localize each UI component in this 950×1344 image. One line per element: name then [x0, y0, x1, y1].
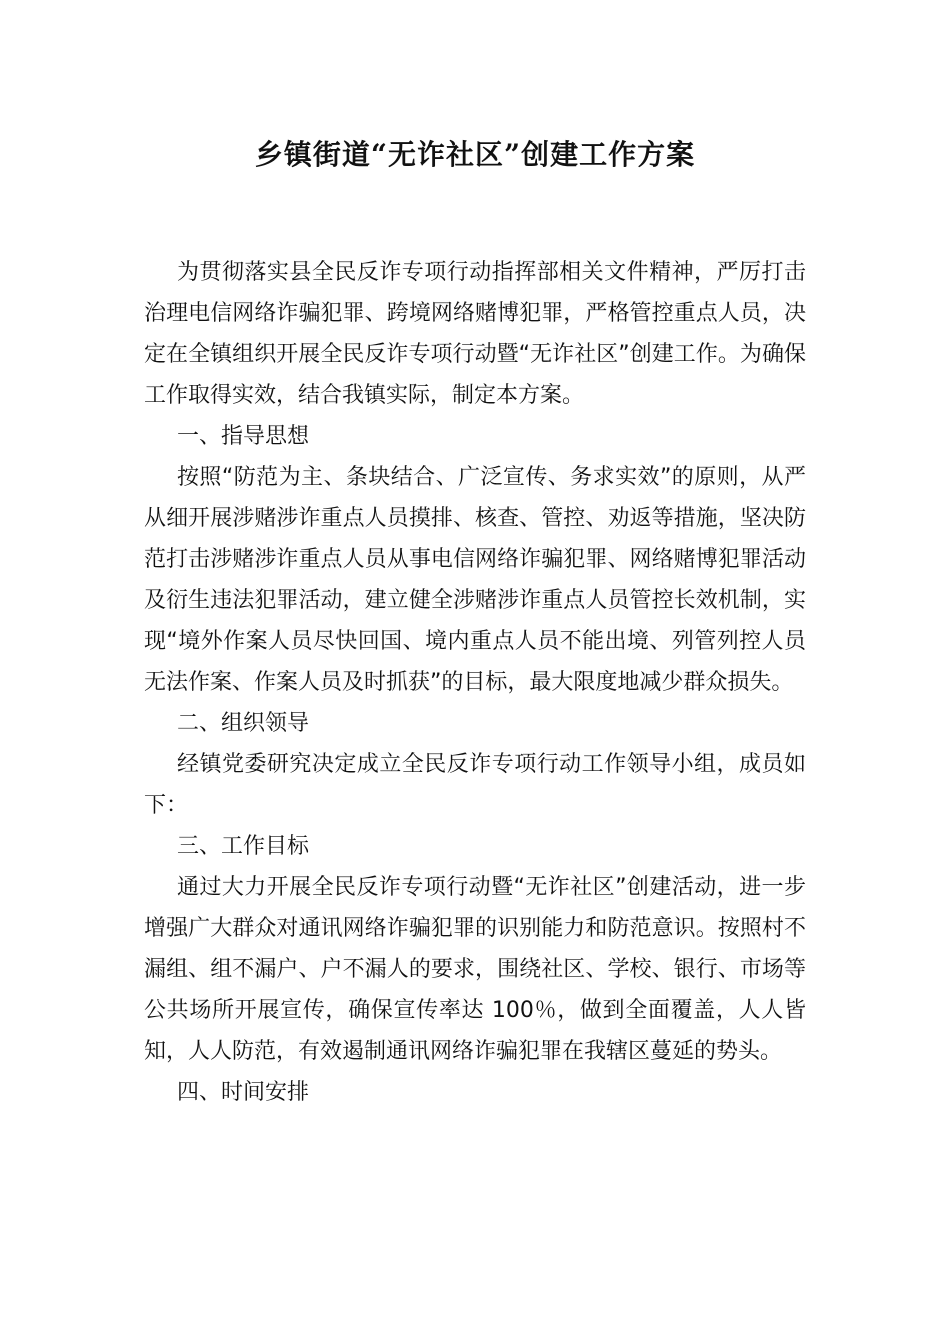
- section-heading-guiding-ideology: 一、指导思想: [177, 424, 310, 449]
- section-heading-organization: 二、组织领导: [177, 711, 310, 736]
- guiding-ideology-paragraph: 按照“防范为主、条块结合、广泛宣传、务求实效”的原则，从严从细开展涉赌涉诈重点人员摸排、核查、管控、劝返等措施，坚决防范打击涉赌涉诈重点人员从事电信网络诈骗犯罪、网络赌博犯罪活动及衍生违法犯罪活动，建立健全涉赌涉诈重点人员管控长效机制，实现“境外作案人员尽快回国、境内重点人员不能出境、列管列控人员无法作案、作案人员及时抓获”的目标，最大限度地减少群众损失。: [144, 465, 806, 695]
- document-body: [144, 252, 806, 1113]
- document-title: 乡镇街道“无诈社区”创建工作方案: [254, 138, 696, 171]
- organization-paragraph: 经镇党委研究决定成立全民反诈专项行动工作领导小组，成员如下：: [144, 752, 806, 818]
- work-goals-paragraph: 通过大力开展全民反诈专项行动暨“无诈社区”创建活动，进一步增强广大群众对通讯网络诈骗犯罪的识别能力和防范意识。按照村不漏组、组不漏户、户不漏人的要求，围绕社区、学校、银行、市场等公共场所开展宣传，确保宣传率达 100％，做到全面覆盖，人人皆知，人人防范，有效遏制通讯网络诈骗犯罪在我辖区蔓延的势头。: [144, 875, 806, 1064]
- section-heading-work-goals: 三、工作目标: [177, 834, 310, 859]
- section-heading-schedule: 四、时间安排: [177, 1080, 310, 1105]
- intro-paragraph: 为贯彻落实县全民反诈专项行动指挥部相关文件精神，严厉打击治理电信网络诈骗犯罪、跨境网络赌博犯罪，严格管控重点人员，决定在全镇组织开展全民反诈专项行动暨“无诈社区”创建工作。为确保工作取得实效，结合我镇实际，制定本方案。: [144, 260, 806, 408]
